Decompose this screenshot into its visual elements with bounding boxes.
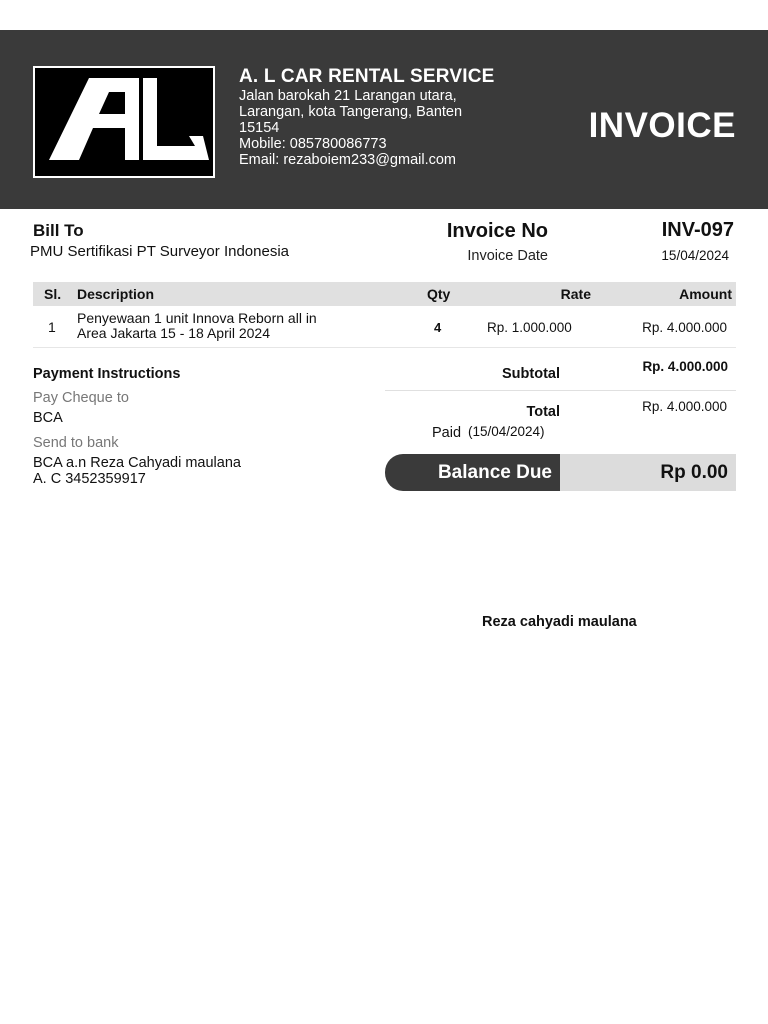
row-rate: Rp. 1.000.000 [487,320,572,335]
pay-cheque-value: BCA [33,410,63,426]
row-description [77,311,317,341]
invoice-date-value: 15/04/2024 [661,248,729,263]
bank-account-name: BCA a.n Reza Cahyadi maulana [33,455,241,471]
balance-due-bar [385,454,736,491]
total-label: Total [526,404,560,420]
col-header-amount: Amount [679,286,732,302]
invoice-date-label: Invoice Date [467,248,548,264]
payment-instructions-title: Payment Instructions [33,366,181,382]
company-mobile: Mobile: 085780086773 [239,136,387,152]
total-value: Rp. 4.000.000 [642,399,727,414]
balance-due-value-box [560,454,736,491]
totals-divider [385,390,736,391]
company-address-line1: Jalan barokah 21 Larangan utara, [239,88,457,104]
company-name: A. L CAR RENTAL SERVICE [239,66,495,87]
balance-due-value: Rp 0.00 [660,462,728,483]
subtotal-label: Subtotal [502,366,560,382]
balance-due-label-box [385,454,560,491]
table-row [33,307,736,348]
company-logo [33,66,215,178]
bill-to-value: PMU Sertifikasi PT Surveyor Indonesia [30,243,289,260]
company-info [239,66,495,168]
row-description-line2: Area Jakarta 15 - 18 April 2024 [77,325,271,341]
invoice-no-value: INV-097 [661,219,734,241]
bank-account-number: A. C 3452359917 [33,471,146,487]
items-table-header [33,282,736,306]
company-email: Email: rezaboiem233@gmail.com [239,152,456,168]
paid-date: (15/04/2024) [468,424,545,439]
col-header-description: Description [77,286,155,302]
row-description-line1: Penyewaan 1 unit Innova Reborn all in [77,310,317,326]
send-to-bank-label: Send to bank [33,435,119,451]
col-header-qty: Qty [427,286,451,302]
bill-to-label: Bill To [33,221,84,240]
row-qty: 4 [434,320,442,335]
invoice-header [0,30,768,209]
signature-name: Reza cahyadi maulana [482,614,637,630]
document-title: INVOICE [588,106,736,145]
col-header-rate: Rate [560,286,591,302]
pay-cheque-label: Pay Cheque to [33,390,129,406]
row-amount: Rp. 4.000.000 [642,320,727,335]
row-sl: 1 [48,319,56,335]
company-address-line2: Larangan, kota Tangerang, Banten [239,104,463,120]
company-address-line3: 15154 [239,120,280,136]
paid-label: Paid [432,425,462,441]
subtotal-value: Rp. 4.000.000 [642,359,728,374]
col-header-sl: Sl. [44,286,62,302]
al-logo-graphic [35,68,217,180]
balance-due-label: Balance Due [437,462,552,483]
invoice-no-label: Invoice No [446,220,548,242]
